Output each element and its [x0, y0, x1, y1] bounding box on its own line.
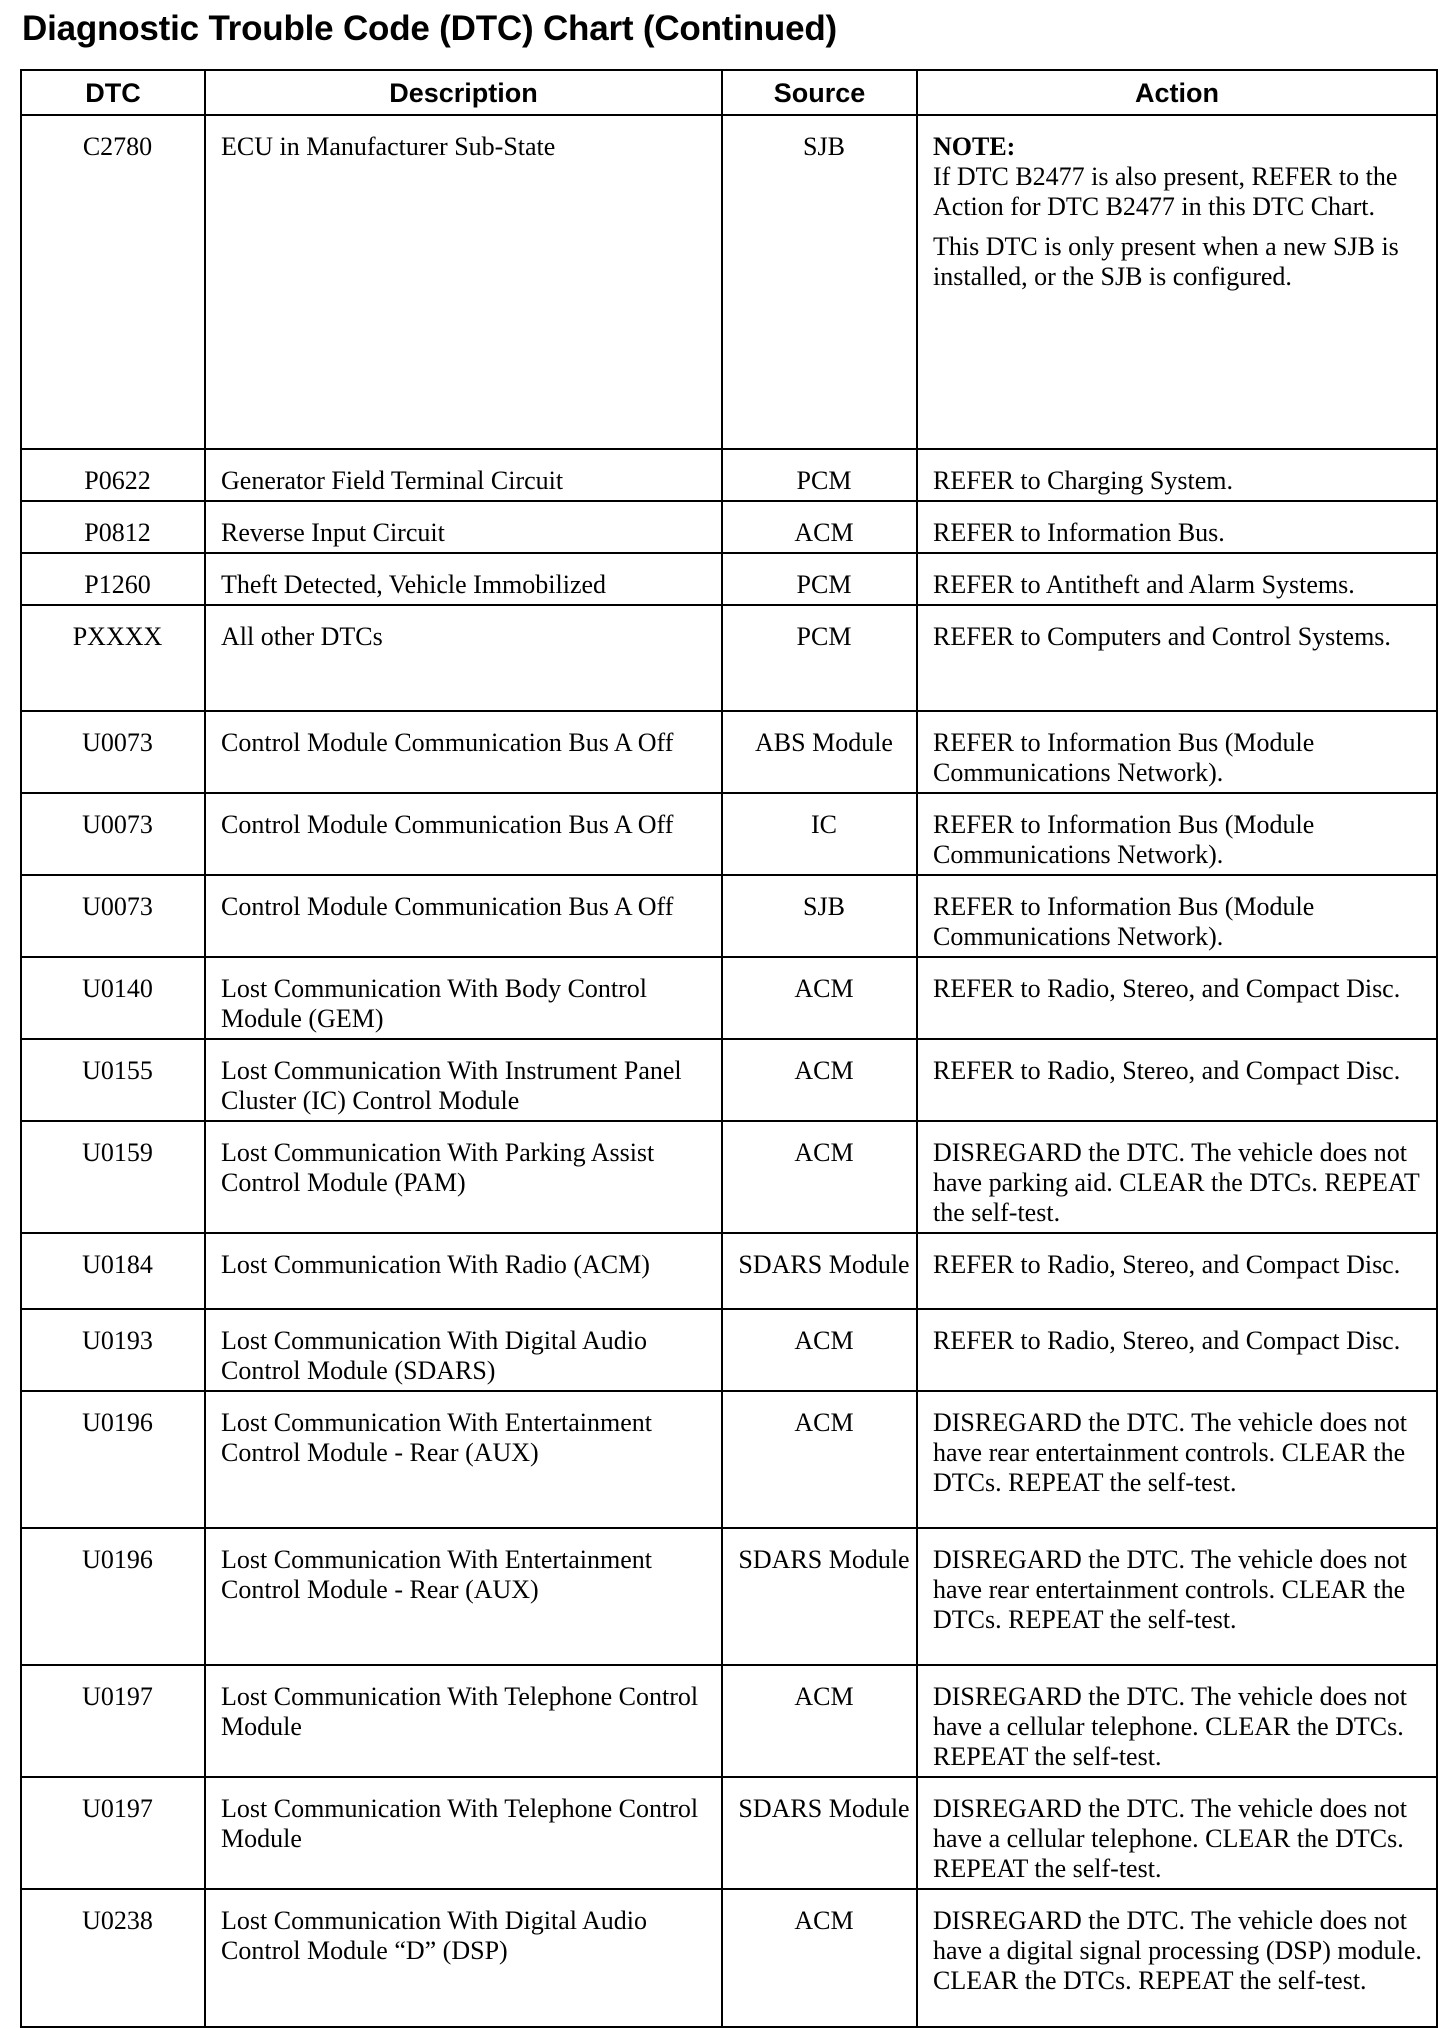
header-description: Description — [205, 70, 722, 115]
dtc-action: DISREGARD the DTC. The vehicle does not have a cellular telephone. CLEAR the DTCs. REPEAT the self-test. — [917, 1777, 1437, 1889]
dtc-source: ACM — [722, 1121, 917, 1233]
dtc-action: REFER to Radio, Stereo, and Compact Disc. — [917, 1309, 1437, 1391]
dtc-code: U0159 — [21, 1121, 205, 1233]
dtc-description: Lost Communication With Telephone Control Module — [205, 1777, 722, 1889]
dtc-description: Theft Detected, Vehicle Immobilized — [205, 553, 722, 605]
dtc-description: Lost Communication With Parking Assist Control Module (PAM) — [205, 1121, 722, 1233]
table-row — [21, 1665, 1437, 1777]
dtc-code: U0196 — [21, 1528, 205, 1665]
dtc-code: U0073 — [21, 793, 205, 875]
dtc-description: Lost Communication With Radio (ACM) — [205, 1233, 722, 1309]
dtc-action: REFER to Computers and Control Systems. — [917, 605, 1437, 711]
dtc-source: SJB — [722, 875, 917, 957]
table-row — [21, 449, 1437, 501]
table-row — [21, 1121, 1437, 1233]
table-row — [21, 553, 1437, 605]
dtc-source: ABS Module — [722, 711, 917, 793]
dtc-action: REFER to Information Bus (Module Communications Network). — [917, 711, 1437, 793]
dtc-description: ECU in Manufacturer Sub-State — [205, 115, 722, 449]
dtc-description: Control Module Communication Bus A Off — [205, 875, 722, 957]
header-action: Action — [917, 70, 1437, 115]
dtc-source: ACM — [722, 501, 917, 553]
dtc-code: U0197 — [21, 1777, 205, 1889]
dtc-code: U0073 — [21, 875, 205, 957]
dtc-action: REFER to Radio, Stereo, and Compact Disc. — [917, 1039, 1437, 1121]
dtc-source: SJB — [722, 115, 917, 449]
dtc-code: P0812 — [21, 501, 205, 553]
dtc-source: ACM — [722, 957, 917, 1039]
table-row — [21, 957, 1437, 1039]
dtc-source: PCM — [722, 553, 917, 605]
dtc-action: DISREGARD the DTC. The vehicle does not have a digital signal processing (DSP) module. CLEAR the DTCs. REPEAT the self-test. — [917, 1889, 1437, 2027]
table-row — [21, 1889, 1437, 2027]
table-row — [21, 115, 1437, 449]
dtc-source: ACM — [722, 1309, 917, 1391]
dtc-code: P1260 — [21, 553, 205, 605]
dtc-source: PCM — [722, 449, 917, 501]
dtc-source: PCM — [722, 605, 917, 711]
dtc-action: REFER to Antitheft and Alarm Systems. — [917, 553, 1437, 605]
dtc-action: REFER to Information Bus. — [917, 501, 1437, 553]
dtc-description: Lost Communication With Entertainment Control Module - Rear (AUX) — [205, 1391, 722, 1528]
dtc-description: Generator Field Terminal Circuit — [205, 449, 722, 501]
dtc-source: IC — [722, 793, 917, 875]
header-source: Source — [722, 70, 917, 115]
table-row — [21, 875, 1437, 957]
dtc-code: U0140 — [21, 957, 205, 1039]
dtc-action: REFER to Information Bus (Module Communications Network). — [917, 793, 1437, 875]
dtc-source: SDARS Module — [722, 1528, 917, 1665]
dtc-code: U0197 — [21, 1665, 205, 1777]
table-row — [21, 711, 1437, 793]
dtc-action: REFER to Radio, Stereo, and Compact Disc. — [917, 957, 1437, 1039]
dtc-source: ACM — [722, 1889, 917, 2027]
dtc-code: U0184 — [21, 1233, 205, 1309]
dtc-code: U0073 — [21, 711, 205, 793]
note-label: NOTE: — [933, 132, 1016, 161]
dtc-description: Lost Communication With Digital Audio Control Module (SDARS) — [205, 1309, 722, 1391]
dtc-action — [917, 115, 1437, 449]
dtc-action: DISREGARD the DTC. The vehicle does not have a cellular telephone. CLEAR the DTCs. REPEAT the self-test. — [917, 1665, 1437, 1777]
dtc-code: U0196 — [21, 1391, 205, 1528]
dtc-description: Control Module Communication Bus A Off — [205, 793, 722, 875]
dtc-source: ACM — [722, 1391, 917, 1528]
dtc-code: P0622 — [21, 449, 205, 501]
dtc-table — [20, 69, 1438, 2028]
table-row — [21, 1777, 1437, 1889]
dtc-action: REFER to Information Bus (Module Communications Network). — [917, 875, 1437, 957]
table-header-row — [21, 70, 1437, 115]
table-row — [21, 501, 1437, 553]
dtc-description: Lost Communication With Entertainment Control Module - Rear (AUX) — [205, 1528, 722, 1665]
table-row — [21, 1528, 1437, 1665]
dtc-source: ACM — [722, 1665, 917, 1777]
dtc-description: Lost Communication With Body Control Module (GEM) — [205, 957, 722, 1039]
dtc-source: ACM — [722, 1039, 917, 1121]
table-row — [21, 605, 1437, 711]
dtc-code: U0238 — [21, 1889, 205, 2027]
table-row — [21, 1039, 1437, 1121]
note-text: If DTC B2477 is also present, REFER to the Action for DTC B2477 in this DTC Chart. — [933, 162, 1398, 221]
dtc-code: PXXXX — [21, 605, 205, 711]
dtc-description: All other DTCs — [205, 605, 722, 711]
dtc-action: DISREGARD the DTC. The vehicle does not have rear entertainment controls. CLEAR the DTCs. REPEAT the self-test. — [917, 1391, 1437, 1528]
table-row — [21, 1309, 1437, 1391]
dtc-description: Lost Communication With Digital Audio Control Module “D” (DSP) — [205, 1889, 722, 2027]
dtc-description: Lost Communication With Instrument Panel Cluster (IC) Control Module — [205, 1039, 722, 1121]
dtc-description: Control Module Communication Bus A Off — [205, 711, 722, 793]
table-row — [21, 1233, 1437, 1309]
dtc-code: C2780 — [21, 115, 205, 449]
header-dtc: DTC — [21, 70, 205, 115]
dtc-code: U0155 — [21, 1039, 205, 1121]
dtc-description: Lost Communication With Telephone Control Module — [205, 1665, 722, 1777]
dtc-code: U0193 — [21, 1309, 205, 1391]
dtc-description: Reverse Input Circuit — [205, 501, 722, 553]
dtc-action: DISREGARD the DTC. The vehicle does not have rear entertainment controls. CLEAR the DTCs. REPEAT the self-test. — [917, 1528, 1437, 1665]
table-row — [21, 793, 1437, 875]
dtc-action: REFER to Radio, Stereo, and Compact Disc. — [917, 1233, 1437, 1309]
dtc-source: SDARS Module — [722, 1777, 917, 1889]
dtc-action: DISREGARD the DTC. The vehicle does not have parking aid. CLEAR the DTCs. REPEAT the self-test. — [917, 1121, 1437, 1233]
dtc-source: SDARS Module — [722, 1233, 917, 1309]
table-row — [21, 1391, 1437, 1528]
dtc-action: REFER to Charging System. — [917, 449, 1437, 501]
page-title: Diagnostic Trouble Code (DTC) Chart (Continued) — [22, 9, 837, 48]
action-text: This DTC is only present when a new SJB is installed, or the SJB is configured. — [933, 232, 1399, 291]
